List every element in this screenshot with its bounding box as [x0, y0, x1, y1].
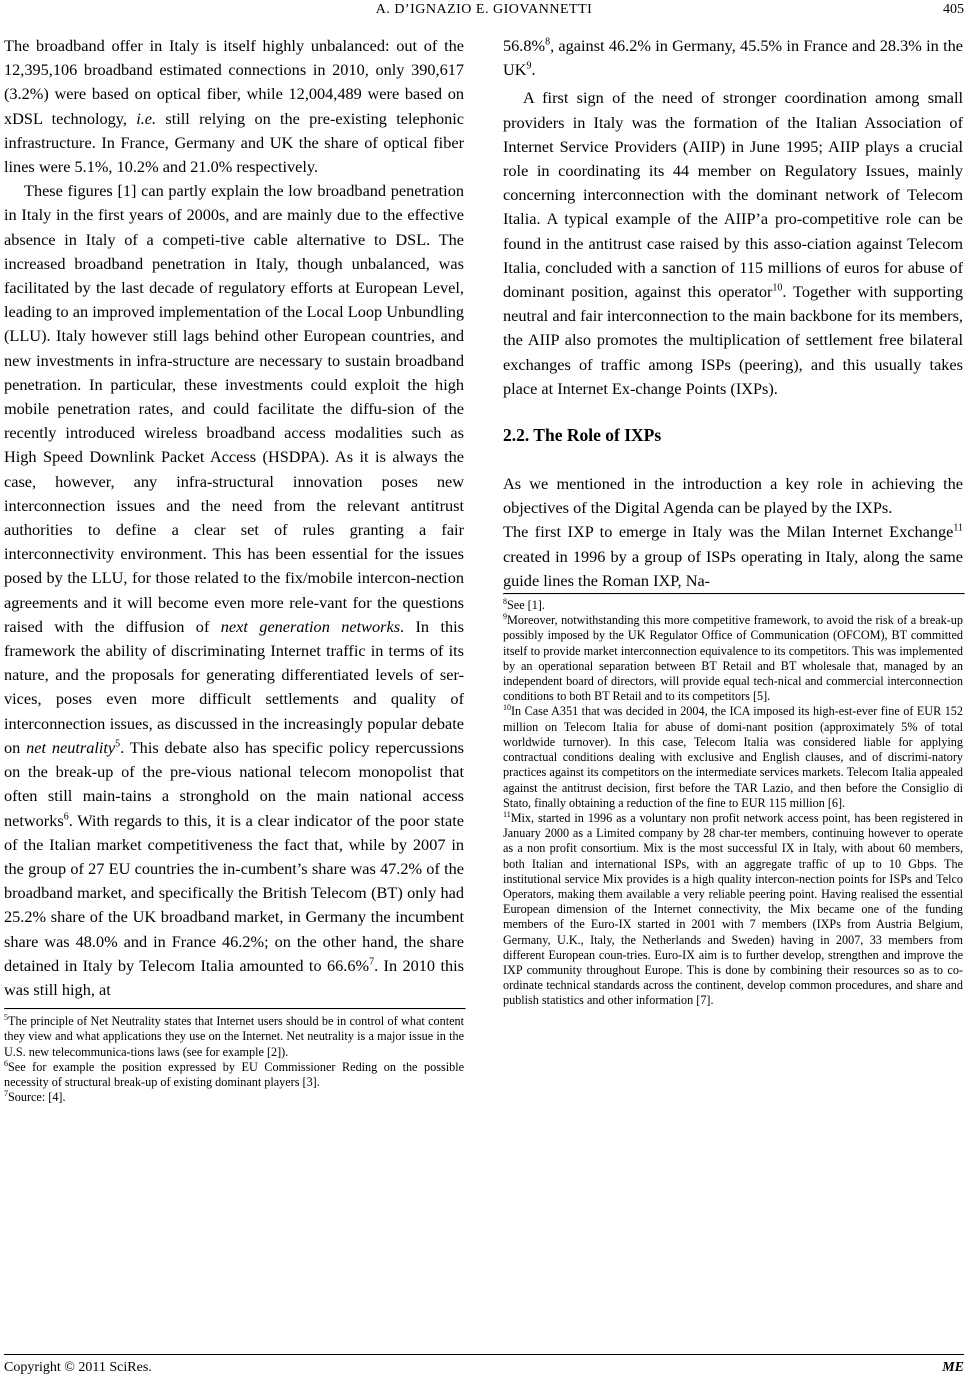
footer-divider: [4, 1354, 964, 1355]
right-column: [503, 34, 963, 1009]
section-heading: 2.2. The Role of IXPs: [503, 425, 662, 446]
text: The principle of Net Neutrality states that Internet users should be in control of what content they view and what applications they use on the Internet. Net neutrality is a major issue in the U.S. new telecommunica-tions laws (see for example [2]).: [4, 1014, 464, 1059]
footnote-number: 5: [4, 1013, 8, 1023]
text: The broadband offer in Italy is itself highly unbalanced: out of the 12,395,106 broadband estimated connections in 2010, only 390,617 (3.2%) were based on optical fiber, while 12,004,489 were based on xDSL technology,: [4, 36, 464, 128]
page-number: 405: [943, 2, 964, 17]
footnote-number: 9: [503, 612, 507, 622]
text: . This debate also has specific policy repercussions on the break-up of the pre-vious national telecom monopolist that often still main-tains a stronghold on the main national access networks: [4, 737, 464, 830]
text: A first sign of the need of stronger coordination among small providers in Italy was the formation of the Italian Association of Internet Service Providers (AIIP) in June 1995; AIIP plays a crucial role in coordinating its 44 member on Regulatory Issues, mainly concerning interconnection with the dominant network of Telecom Italia. A typical example of the AIIP’a pro-competitive role can be found in the antitrust case raised by this asso-ciation against Telecom Italia, concluded with a sanction of 115 millions of euros for abuse of dominant position, against this operator: [503, 88, 963, 302]
running-header: [0, 0, 968, 22]
footnote-ref[interactable]: 5: [115, 738, 121, 750]
text: . Together with supporting neutral and fair interconnection to the main backbone for its members, the AIIP also promotes the multiplication of settlement free bilateral exchanges of traffic among ISPs (peering), and this usually takes place at Internet Ex-change Points (IXPs).: [503, 282, 963, 398]
text: still relying on the pre-existing telephonic infrastructure. In France, Germany and UK the share of optical fiber lines were 5.1%, 10.2% and 21.0% respectively.: [4, 108, 465, 177]
copyright-notice: Copyright © 2011 SciRes.: [4, 1360, 152, 1375]
footnote-number: 7: [4, 1089, 8, 1099]
footnote-ref[interactable]: 7: [369, 956, 375, 968]
paragraph-figures: [4, 179, 464, 1002]
journal-abbreviation: ME: [942, 1360, 964, 1375]
footnote-number: 10: [503, 703, 511, 713]
footnote-ref[interactable]: 10: [772, 282, 783, 294]
footnote-ref[interactable]: 11: [953, 523, 963, 535]
text: The first IXP to emerge in Italy was the Milan Internet Exchange: [503, 522, 954, 542]
footnote-number: 11: [503, 809, 511, 819]
text: 56.8%: [503, 36, 546, 55]
text-italic: i.e.: [136, 108, 157, 128]
footnote-7: [4, 1090, 464, 1105]
paragraph-share: [503, 34, 963, 82]
text: These figures [1] can partly explain the low broadband penetration in Italy in the first years of 2000s, and are mainly due to the effective absence in Italy of a competi-tive cable alternative to DSL. The increased broadband penetration in Italy, though unbalanced, was facilitated by the last decade of regulatory efforts at European Level, leading to an improved implementation of the Local Loop Unbundling (LLU). Italy however still lags behind other European countries, and new investments in infra-structure are necessary to sustain broadband penetration. In particular, these investments could exploit the high mobile penetration rates, and could facilitate the diffu-sion of the recently introduced wireless broadband access modalities such as High Speed Downlink Packet Access (HSDPA). As it is always the case, however, any infra-structural innovation poses new interconnection issues and the need from the relevant antitrust authorities to define a clear set of rules granting a fair interconnectivity environment. This has been essential for the issues posed by the LLU, for those related to the fix/mobile intercon-nection agreements and it will become even more rele-vant for the questions raised with the diffusion of: [4, 181, 464, 636]
text: . In this framework the ability of discriminating Internet traffic in terms of its nature, and the proposals for generating differentiated levels of ser-vices, poses even more difficult settlements and quality of interconnection issues, as discussed in the increasingly popular debate on: [4, 616, 464, 757]
footnote-9: [503, 613, 963, 704]
text: Moreover, notwithstanding this more competitive framework, to avoid the risk of a break-up possibly imposed by the UK Regulator Office of Communication (OFCOM), BT committed itself to provide market interconnection equivalence to its competitors. This was implemented by an operational separation between BT Retail and BT wholesale that, managed by an independent board of directors, will provide equal tech-nical and commercial interconnection conditions to both BT Retail and to its competitors [5].: [503, 613, 963, 704]
running-authors: A. D’IGNAZIO E. GIOVANNETTI: [375, 2, 593, 17]
text: , against 46.2% in Germany, 45.5% in France and 28.3% in the UK: [503, 36, 963, 80]
text: Source: [4].: [8, 1090, 66, 1105]
text: . With regards to this, it is a clear indicator of the poor state of the Italian market competitiveness the fact that, while by 2007 in the group of 27 EU countries the in-cumbent’s share was 47.2% of the broadband market, and specifically the British Telecom (BT) only had 25.2% share of the UK broadband market, in Germany the incumbent share was 48.0% and in France 46.2%; on the other hand, the share detained in Italy by Telecom Italia amounted to 66.6%: [4, 810, 464, 975]
text: Mix, started in 1996 as a voluntary non profit network access point, has been registered in January 2000 as a Limited company by 28 char-ter members, continuing however to operate as a non profit consortium. Mix is the most successful IX in Italy, with about 60 members, both Italian and international ISPs, with an aggregate traffic of up to 10 Gbps. The institutional service Mix provides is a high quality intercon-nection points for ISPs and Telco Operators, making them available a very reliable peering point. Having realised the essential European dimension of the Internet connectivity, the Mix became one of the funding members of the Euro-IX started in 2001 with 7 members (IXPs from Austria Belgium, Germany, U.K., Italy, the Netherlands and Sweden) having in 2007, 33 members from different European coun-tries. Euro-IX aim is to further develop, strengthen and improve the IXP community throughout Europe. This is done by combining their resources so as to co-ordinate technical standards across the continent, develop common procedures, and share and publish statistics and other information [7].: [503, 810, 963, 1008]
footnote-ref[interactable]: 6: [63, 811, 69, 823]
text: See [1].: [507, 598, 545, 613]
text: created in 1996 by a group of ISPs operating in Italy, along the same guide lines the Roman IXP, Na-: [503, 546, 963, 590]
paragraph-key-role: As we mentioned in the introduction a key role in achieving the objectives of the Digital Agenda can be played by the IXPs.: [503, 474, 963, 518]
footnote-number: 8: [503, 597, 507, 606]
footnote-ref[interactable]: 8: [545, 36, 551, 48]
paragraph-first-ixp: [503, 520, 963, 593]
text: . In 2010 this was still high, at: [4, 955, 464, 999]
footnote-ref[interactable]: 9: [526, 60, 532, 72]
footnote-10: [503, 704, 963, 810]
text-italic: net neutrality: [26, 737, 116, 757]
paragraph-aiip: [503, 86, 963, 401]
paragraph-broadband-offer: [4, 34, 464, 179]
footnote-number: 6: [4, 1058, 8, 1068]
text: In Case A351 that was decided in 2004, the ICA imposed its high-est-ever fine of EUR 152 million on Telecom Italia for abuse of domi-nant position (approximately 5% of total worldwide turnover). In this case, Telecom Italia was considered liable for applying contractual conditions dealing with exclusive and English clauses, and of discrimi-natory practices against its competitors on the intermediate services markets. Telecom Italia appealed against the antitrust decision, first before the TAR Lazio, and then before the Consiglio di Stato, finally obtaining a reduction of the fine to EUR 115 million [6].: [503, 704, 963, 810]
text-italic: next generation networks: [220, 616, 401, 636]
footnote-11: [503, 811, 963, 1009]
footnote-5: [4, 1014, 464, 1060]
text: See for example the position expressed by EU Commissioner Reding on the possible necessity of structural break-up of existing dominant players [3].: [4, 1059, 464, 1089]
text: .: [531, 60, 536, 80]
footnote-6: [4, 1060, 464, 1090]
footnote-8: [503, 598, 963, 613]
left-column: [4, 34, 464, 1105]
